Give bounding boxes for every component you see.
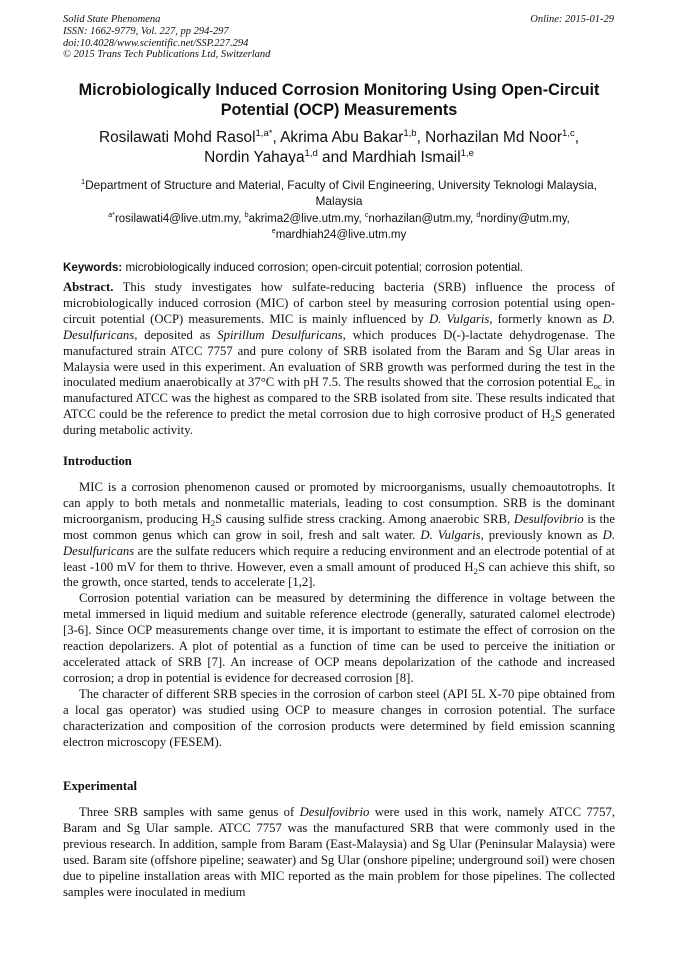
author-sep: ,	[574, 129, 580, 146]
experimental-paragraph-1	[63, 805, 615, 900]
email-sup: c	[364, 211, 369, 220]
introduction-heading: Introduction	[63, 454, 132, 468]
affiliation-text: Department of Structure and Material, Faculty of Civil Engineering, University Teknologi Malaysia, Malaysia	[85, 178, 598, 208]
species-name: D. Desulfuricans	[63, 311, 615, 342]
author-name: Norhazilan Md Noor	[425, 129, 563, 146]
exp-text: Three SRB samples with same genus of	[79, 805, 295, 819]
author-sep: and	[317, 149, 352, 166]
email-sup: d	[476, 211, 481, 220]
email-address[interactable]: norhazilan@utm.my	[368, 213, 471, 225]
intro-paragraph-2: Corrosion potential variation can be measured by determining the difference in voltage between the metal immersed in liquid medium and suitable reference electrode (generally, saturated calomel electrode) [3-6]. Since OCP measurements change over time, it is important to estimate the effect of corrosion on the reaction depolarizers. A plot of potential as a function of time can be used to perceive the initiation or accelerated attack of SRB [7]. An increase of OCP means depolarization of the cathode and increased corrosion; a drop in potential is evidence for decreased corrosion [8].	[63, 591, 615, 685]
author-sup: 1,c	[562, 127, 575, 139]
author-sep: ,	[272, 129, 281, 146]
affiliation	[60, 178, 618, 209]
exp-text: were used in this work, namely ATCC 7757, Baram and Sg Ular sample. ATCC 7757 was the manufactured SRB that were commonly used in the previous research. In addition, sample from Baram (East-Malaysia) and Sg Ular (Peninsular Malaysia) were used. Baram site (offshore pipeline; seawater) and Sg Ular (onshore pipeline; underground soil) were chosen due to pipeline installation areas with MIC reported as the main problem for those pipelines. The collected samples were inoculated in medium	[63, 805, 616, 899]
intro-text: S causing sulfide stress cracking. Among anaerobic SRB,	[215, 511, 511, 526]
abstract-text: , which produces D(-)-lactate dehydrogenase. The manufactured strain ATCC 7757 and pure colony of SRB isolated from the Baram and Sg Ular areas in Malaysia were used in this experiment. An evaluation of SRB growth was performed during the test in the inoculated medium anaerobically at 37°C with pH 7.5. The results showed that the corrosion potential E	[63, 327, 616, 390]
email-sup: b	[244, 211, 249, 220]
author-sup: 1,a*	[255, 127, 273, 139]
intro-text: , previously known as	[480, 527, 598, 542]
abstract	[63, 280, 615, 439]
experimental-body	[63, 805, 615, 900]
author-name: Nordin Yahaya	[204, 149, 305, 166]
abstract-text: This study investigates how sulfate-reducing bacteria (SRB) influence the process of microbiologically induced corrosion (MIC) of carbon steel by measuring corrosion potential using open-circuit potential (OCP) measurements. MIC is mainly influenced by	[63, 280, 615, 326]
doi-line[interactable]: doi:10.4028/www.scientific.net/SSP.227.294	[63, 37, 249, 49]
keywords-text: microbiologically induced corrosion; open-circuit potential; corrosion potential.	[125, 261, 524, 274]
journal-name: Solid State Phenomena	[63, 14, 161, 25]
species-name: D. Vulgaris	[420, 527, 481, 542]
introduction-body	[63, 480, 615, 750]
author-name: Rosilawati Mohd Rasol	[98, 129, 256, 146]
abstract-text: , deposited as	[134, 327, 211, 342]
email-address[interactable]: akrima2@live.utm.my	[248, 213, 359, 225]
abstract-text: S generated during metabolic activity.	[63, 407, 615, 438]
email-sup: a*	[108, 211, 115, 220]
keywords-label: Keywords:	[63, 261, 123, 274]
email-sep: ,	[358, 213, 365, 225]
intro-text: is the most common genus which can grow in soil, fresh and salt water.	[63, 511, 615, 542]
email-address[interactable]: rosilawati4@live.utm.my	[114, 213, 239, 225]
intro-text: are the sulfate reducers which require a reducing environment and an electrode potential of at least -100 mV for them to thrive. However, even a small amount of produced H	[63, 543, 615, 574]
author-sup: 1,d	[304, 147, 318, 159]
affiliation-sup: 1	[80, 177, 86, 187]
author-name: Mardhiah Ismail	[352, 149, 461, 166]
email-sep: ,	[238, 213, 245, 225]
paper-title: Microbiologically Induced Corrosion Monitoring Using Open-Circuit Potential (OCP) Measurements	[78, 81, 600, 119]
abstract-text: in manufactured ATCC was the highest as compared to the SRB isolated from site. These results indicated that ATCC could be the reference to predict the metal corrosion due to high corrosive product of H	[63, 375, 615, 422]
online-date: Online: 2015-01-29	[530, 14, 614, 25]
intro-text: MIC is a corrosion phenomenon caused or promoted by microorganisms, usually chemoautotrophs. It can apply to both metals and nonmetallic materials, leading to cost consumption. SRB is the dominant microorganism, producing H	[63, 480, 615, 526]
copyright-line: © 2015 Trans Tech Publications Ltd, Switzerland	[63, 49, 271, 61]
email-address[interactable]: nordiny@utm.my	[480, 213, 567, 225]
subscript: 2	[210, 517, 216, 528]
intro-paragraph-3: The character of different SRB species in the corrosion of carbon steel (API 5L X-70 pipe obtained from a local gas operator) was studied using OCP to measure changes in corrosion potential. The surface characterization and composition of the corrosion products were determined by field emission scanning electron microscopy (FESEM).	[63, 686, 615, 749]
abstract-text: , formerly known as	[489, 311, 598, 326]
genus-name: Desulfovibrio	[299, 805, 370, 819]
abstract-label: Abstract.	[63, 280, 114, 294]
author-list	[60, 128, 618, 168]
author-sup: 1,b	[403, 127, 417, 139]
intro-paragraph-1	[63, 480, 615, 591]
issn-line: ISSN: 1662-9779, Vol. 227, pp 294-297	[63, 25, 229, 37]
author-sep: ,	[416, 129, 426, 146]
email-sep: ,	[470, 213, 477, 225]
subscript: 2	[550, 413, 555, 424]
email-list	[60, 212, 618, 243]
genus-name: Desulfovibrio	[513, 511, 584, 526]
subscript: 2	[473, 565, 478, 576]
experimental-heading: Experimental	[63, 779, 138, 793]
subscript: oc	[593, 381, 602, 392]
journal-header	[63, 14, 270, 61]
email-sup: e	[271, 226, 276, 235]
author-name: Akrima Abu Bakar	[280, 129, 404, 146]
species-name: D. Vulgaris	[429, 311, 490, 326]
email-sep: ,	[566, 213, 570, 225]
species-name: Spirillum Desulfuricans	[217, 327, 343, 342]
species-name: D. Desulfuricans	[63, 527, 616, 558]
intro-text: S can achieve this shift, so the growth, once started, tends to accelerate [1,2].	[63, 559, 615, 590]
author-sup: 1,e	[460, 147, 474, 159]
keywords	[63, 260, 615, 275]
email-address[interactable]: mardhiah24@live.utm.my	[275, 228, 407, 241]
